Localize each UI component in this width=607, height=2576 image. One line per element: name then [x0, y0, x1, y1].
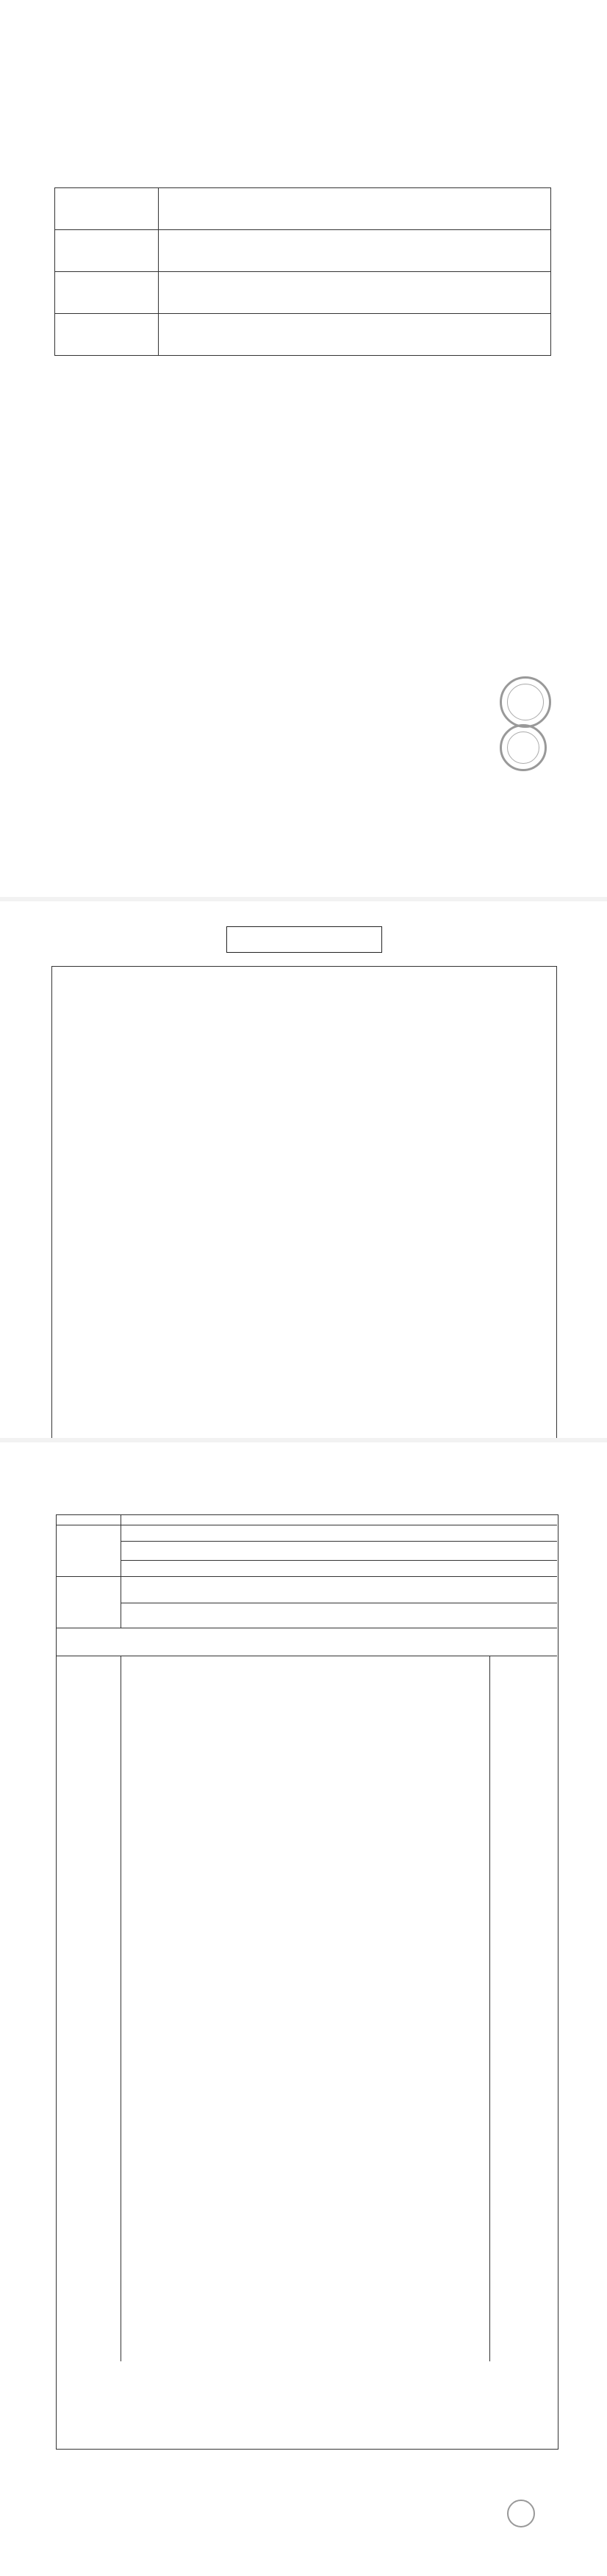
- table-row: [55, 230, 551, 272]
- ceo-seal-icon: [500, 724, 547, 771]
- pledge-page: [0, 0, 607, 897]
- exclusion-list-frame: [51, 966, 557, 1445]
- company-name-label: [55, 188, 159, 230]
- company-name-value: [159, 188, 551, 230]
- ceo-value: [159, 230, 551, 272]
- table-row: [55, 314, 551, 356]
- exclusion-reasons-page: [0, 901, 607, 1438]
- ceo-label: [55, 230, 159, 272]
- table-row: [55, 272, 551, 314]
- bottom-seal-icon: [507, 2500, 535, 2527]
- table-row: [55, 188, 551, 230]
- confirmation-page: [0, 1442, 607, 2576]
- company-info-table: [54, 187, 551, 356]
- address-label: [55, 272, 159, 314]
- company-seal-icon: [500, 676, 551, 728]
- industry-label: [55, 314, 159, 356]
- confirmation-frame: [56, 1514, 558, 2450]
- industry-value: [159, 314, 551, 356]
- address-value: [159, 272, 551, 314]
- exclusion-title: [226, 926, 382, 953]
